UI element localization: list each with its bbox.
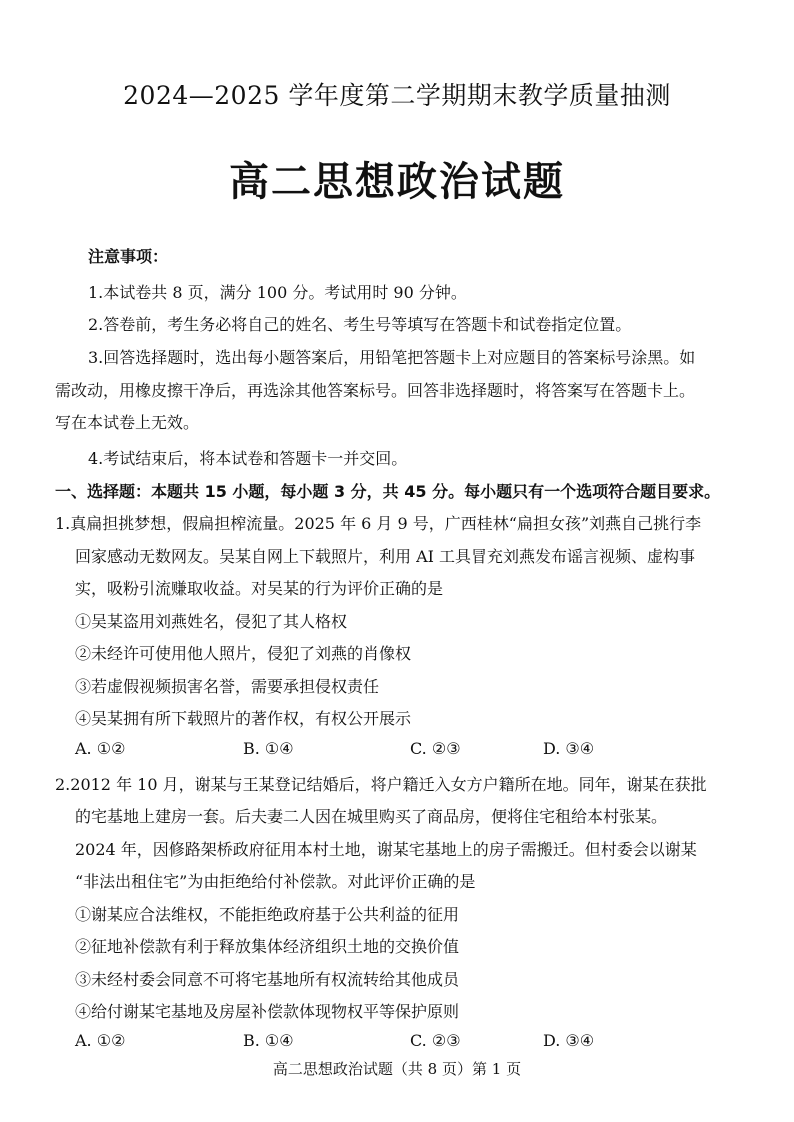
q2-stem-line-1: 2.2012 年 10 月，谢某与王某登记结婚后，将户籍迁入女方户籍所在地。同年，谢某在获批	[55, 775, 707, 794]
q1-statement-2: ②未经许可使用他人照片，侵犯了刘燕的肖像权	[75, 644, 412, 663]
q1-choice-a: A. ①②	[75, 739, 126, 758]
q2-stem-line-4: “非法出租住宅”为由拒绝给付补偿款。对此评价正确的是	[75, 872, 476, 891]
q1-choice-b: B. ①④	[243, 739, 294, 758]
q1-stem-line-1: 1.真扁担挑梦想，假扁担榨流量。2025 年 6 月 9 号，广西桂林“扁担女孩”刘燕自己挑行李	[55, 514, 702, 533]
notes-heading: 注意事项：	[88, 247, 169, 266]
exam-subtitle: 2024—2025 学年度第二学期期末教学质量抽测	[123, 81, 671, 110]
page-footer: 高二思想政治试题（共 8 页）第 1 页	[272, 1060, 522, 1078]
note-4: 4.考试结束后，将本试卷和答题卡一并交回。	[88, 449, 408, 468]
q2-stem-line-3: 2024 年，因修路架桥政府征用本村土地，谢某宅基地上的房子需搬迁。但村委会以谢某	[75, 840, 697, 859]
note-3-line-2: 需改动，用橡皮擦干净后，再选涂其他答案标号。回答非选择题时，将答案写在答题卡上。	[55, 381, 696, 400]
note-1: 1.本试卷共 8 页，满分 100 分。考试用时 90 分钟。	[88, 283, 467, 302]
q2-stem-line-2: 的宅基地上建房一套。后夫妻二人因在城里购买了商品房，便将住宅租给本村张某。	[75, 807, 668, 826]
q2-statement-1: ①谢某应合法维权，不能拒绝政府基于公共利益的征用	[75, 905, 460, 924]
q1-stem-line-3: 实，吸粉引流赚取收益。对吴某的行为评价正确的是	[75, 579, 444, 598]
note-3-line-1: 3.回答选择题时，选出每小题答案后，用铅笔把答题卡上对应题目的答案标号涂黑。如	[88, 348, 696, 367]
q2-choice-c: C. ②③	[410, 1031, 461, 1050]
q2-choice-b: B. ①④	[243, 1031, 294, 1050]
q1-statement-3: ③若虚假视频损害名誉，需要承担侵权责任	[75, 677, 380, 696]
section-heading: 一、选择题：本题共 15 小题，每小题 3 分，共 45 分。每小题只有一个选项符合题目要求。	[55, 482, 721, 501]
q2-choice-d: D. ③④	[543, 1031, 595, 1050]
q2-statement-2: ②征地补偿款有利于释放集体经济组织土地的交换价值	[75, 937, 460, 956]
note-2: 2.答卷前，考生务必将自己的姓名、考生号等填写在答题卡和试卷指定位置。	[88, 315, 632, 334]
q1-choice-d: D. ③④	[543, 739, 595, 758]
q1-statement-1: ①吴某盗用刘燕姓名，侵犯了其人格权	[75, 612, 348, 631]
note-3-line-3: 写在本试卷上无效。	[55, 413, 200, 432]
q1-statement-4: ④吴某拥有所下载照片的著作权，有权公开展示	[75, 709, 412, 728]
q2-statement-3: ③未经村委会同意不可将宅基地所有权流转给其他成员	[75, 970, 460, 989]
exam-title: 高二思想政治试题	[229, 159, 565, 205]
q2-statement-4: ④给付谢某宅基地及房屋补偿款体现物权平等保护原则	[75, 1002, 460, 1021]
q1-choice-c: C. ②③	[410, 739, 461, 758]
q2-choice-a: A. ①②	[75, 1031, 126, 1050]
q1-stem-line-2: 回家感动无数网友。吴某自网上下载照片，利用 AI 工具冒充刘燕发布谣言视频、虚构事	[75, 547, 696, 566]
